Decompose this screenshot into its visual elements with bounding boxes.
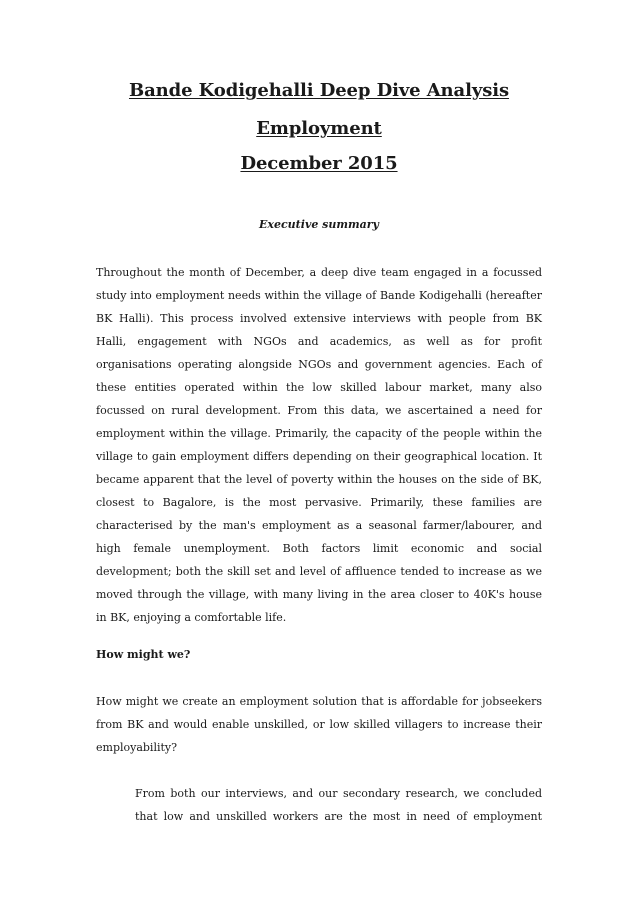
document-date: December 2015	[240, 153, 398, 174]
document-subtitle: Employment	[256, 118, 382, 139]
executive-summary-heading: Executive summary	[259, 218, 379, 231]
how-might-we-heading: How might we?	[96, 648, 191, 661]
document-title: Bande Kodigehalli Deep Dive Analysis	[128, 80, 510, 101]
executive-summary-paragraph: Throughout the month of December, a deep dive team engaged in a focussed study into employment needs within the village of Bande Kodigehalli (hereafter BK Halli). This process involved extensive interviews with people from BK Halli, engagement with NGOs and academics, as well as for profit organisations operating alongside NGOs and government agencies. Each of these entities operated within the low skilled labour market, many also focussed on rural development. From this data, we ascertained a need for employment within the village. Primarily, the capacity of the people within the village to gain employment differs depending on their geographical location. It became apparent that the level of poverty within the houses on the side of BK, closest to Bagalore, is the most pervasive. Primarily, these families are characterised by the man's employment as a seasonal farmer/labourer, and high female unemployment. Both factors limit economic and social development; both the skill set and level of affluence tended to increase as we moved through the village, with many living in the area closer to 40K's house in BK, enjoying a comfortable life.	[96, 266, 542, 624]
conclusion-paragraph: From both our interviews, and our secondary research, we concluded that low and unskilled workers are the most in need of employment	[135, 787, 542, 823]
how-might-we-paragraph: How might we create an employment solution that is affordable for jobseekers from BK and would enable unskilled, or low skilled villagers to increase their employability?	[96, 695, 542, 754]
